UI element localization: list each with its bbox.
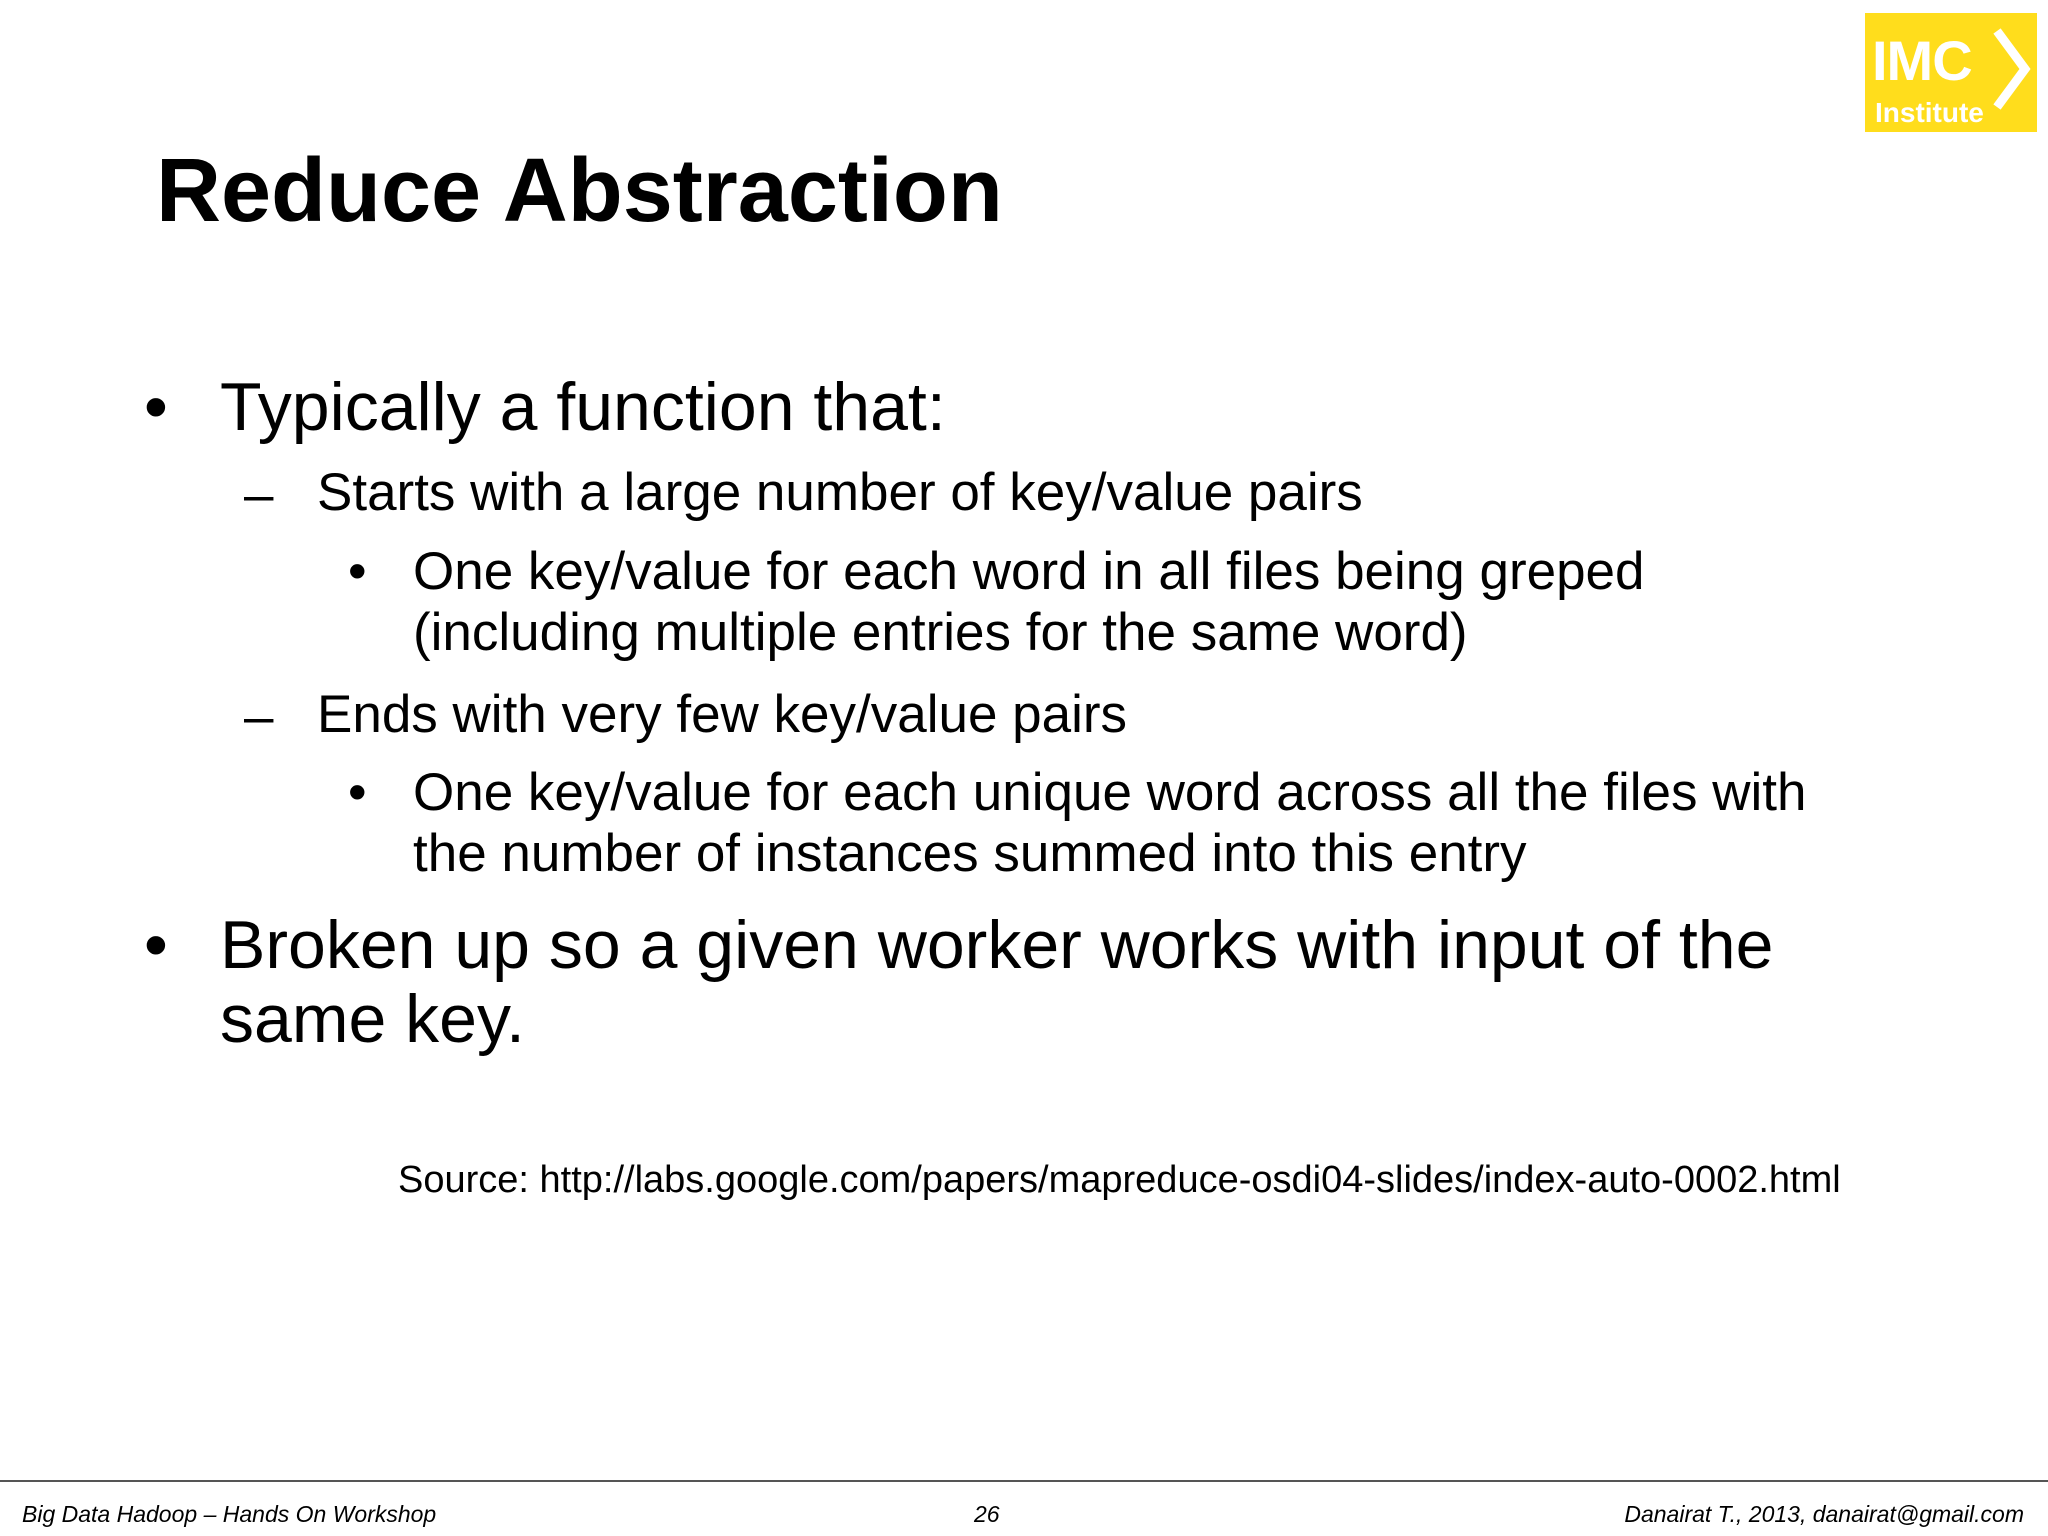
bullet-marker: •	[144, 369, 168, 445]
bullet-marker: •	[348, 542, 367, 601]
page-number: 26	[974, 1501, 1000, 1527]
footer-right-text: Danairat T., 2013, danairat@gmail.com	[1624, 1501, 2024, 1527]
imc-institute-logo	[1865, 13, 2037, 132]
slide-title: Reduce Abstraction	[156, 141, 1003, 241]
dash-marker: –	[244, 465, 274, 524]
bullet-text-line: same key.	[220, 981, 525, 1057]
sub-bullet-text: Starts with a large number of key/value pairs	[317, 463, 1363, 522]
dash-marker: –	[244, 687, 274, 746]
logo-sub-text: Institute	[1875, 97, 1984, 128]
sub-sub-bullet-line: One key/value for each unique word across all the files with	[413, 763, 1807, 822]
footer-left-text: Big Data Hadoop – Hands On Workshop	[22, 1501, 437, 1527]
bullet-text-line: Broken up so a given worker works with input of the	[220, 907, 1774, 983]
sub-sub-bullet-line: (including multiple entries for the same word)	[413, 603, 1468, 662]
footer-divider	[0, 1480, 2048, 1482]
source-citation: Source: http://labs.google.com/papers/mapreduce-osdi04-slides/index-auto-0002.html	[398, 1159, 1841, 1201]
bullet-marker: •	[144, 907, 168, 983]
logo-main-text: IMC	[1872, 29, 1972, 92]
sub-sub-bullet-line: the number of instances summed into this entry	[413, 824, 1527, 883]
sub-sub-bullet-line: One key/value for each word in all files being greped	[413, 542, 1645, 601]
bullet-marker: •	[348, 763, 367, 822]
sub-bullet-text: Ends with very few key/value pairs	[317, 685, 1128, 744]
bullet-text: Typically a function that:	[220, 369, 946, 445]
